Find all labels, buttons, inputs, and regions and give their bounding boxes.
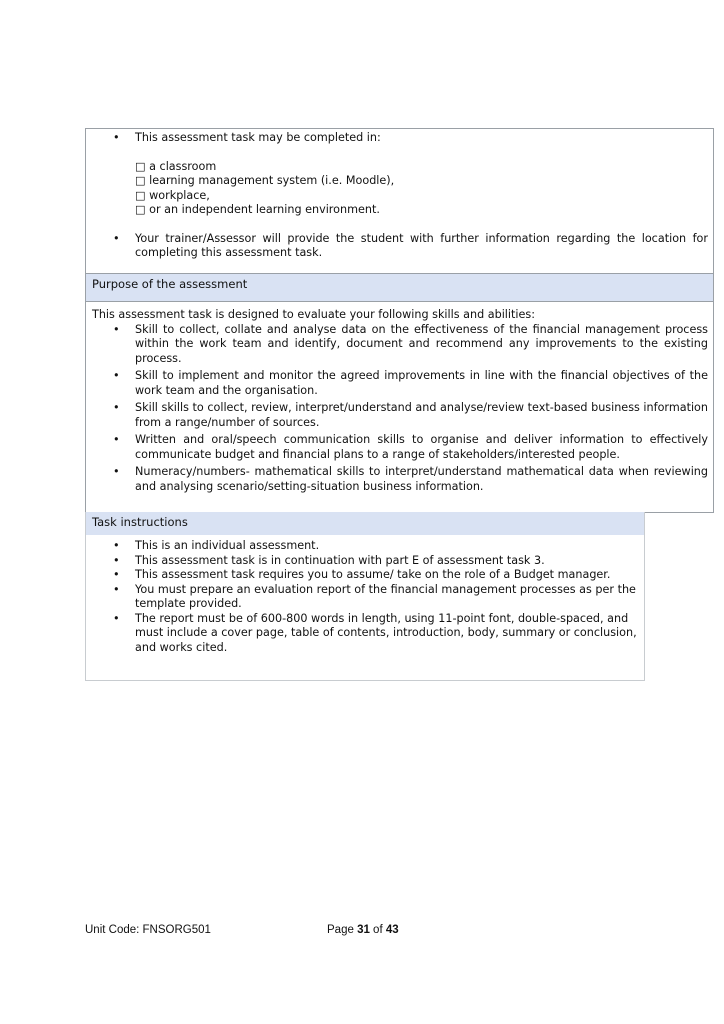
- list-item: [86, 554, 644, 569]
- task-list: [86, 539, 644, 655]
- page-prefix: Page: [327, 924, 358, 936]
- purpose-intro: This assessment task is designed to evaluate your following skills and abilities:: [92, 308, 536, 321]
- task-header: [85, 512, 645, 535]
- location-section: [85, 128, 714, 274]
- bullet-icon: •: [113, 465, 120, 478]
- bullet-icon: •: [113, 131, 120, 144]
- purpose-item-text: Skill to implement and monitor the agreed improvements in line with the financial objectives of the work team and the organisation.: [135, 369, 708, 397]
- location-options: [86, 160, 713, 218]
- location-option: □ or an independent learning environment.: [135, 203, 380, 216]
- list-item: [86, 323, 713, 367]
- footer-unit-code: Unit Code: FNSORG501: [85, 924, 211, 936]
- task-item-text: This is an individual assessment.: [135, 539, 320, 552]
- list-item: [86, 369, 713, 398]
- task-item-text: You must prepare an evaluation report of the financial management processes as per the template provided.: [135, 582, 636, 610]
- list-item: [86, 612, 644, 656]
- list-item: [86, 131, 713, 146]
- list-item: [86, 583, 644, 612]
- task-item-text: This assessment task is in continuation with part E of assessment task 3.: [135, 553, 545, 567]
- location-option: □ a classroom: [135, 159, 217, 173]
- location-intro: This assessment task may be completed in:: [135, 131, 381, 144]
- list-item: [86, 433, 713, 462]
- purpose-item-text: Numeracy/numbers- mathematical skills to interpret/understand mathematical data when reviewing and analysing scenario/setting-situation business information.: [135, 465, 708, 493]
- bullet-icon: •: [113, 401, 120, 414]
- list-item: [86, 401, 713, 430]
- bullet-icon: •: [113, 539, 120, 552]
- purpose-list: [86, 323, 713, 495]
- bullet-icon: •: [113, 582, 120, 596]
- purpose-heading: Purpose of the assessment: [92, 277, 248, 291]
- purpose-item-text: Written and oral/speech communication skills to organise and deliver information to effectively communicate budget and financial plans to a range of stakeholders/interested people.: [135, 433, 708, 461]
- bullet-icon: •: [113, 433, 120, 446]
- page-of: of: [369, 924, 386, 936]
- purpose-header: [85, 273, 714, 302]
- bullet-icon: •: [113, 322, 120, 336]
- task-heading: Task instructions: [92, 515, 188, 529]
- task-item-text: This assessment task requires you to assume/ take on the role of a Budget manager.: [135, 568, 611, 581]
- bullet-icon: •: [113, 568, 120, 581]
- location-list: [86, 131, 713, 146]
- page-current: 31: [357, 924, 370, 936]
- purpose-section: [85, 302, 714, 513]
- trainer-note: Your trainer/Assessor will provide the student with further information regarding the location for completing this assessment task.: [135, 231, 708, 259]
- list-item: [86, 465, 713, 494]
- list-item: [86, 539, 644, 554]
- bullet-icon: •: [113, 611, 120, 625]
- location-option: □ workplace,: [135, 188, 210, 202]
- bullet-icon: •: [113, 231, 120, 245]
- list-item: [86, 232, 713, 261]
- bullet-icon: •: [113, 369, 120, 382]
- trainer-note-list: [86, 232, 713, 261]
- purpose-item-text: Skill to collect, collate and analyse data on the effectiveness of the financial management process within the work team and identify, document and recommend any improvements to the existing process.: [135, 322, 708, 365]
- bullet-icon: •: [113, 553, 120, 567]
- task-item-text: The report must be of 600-800 words in length, using 11-point font, double-spaced, and must include a cover page, table of contents, introduction, body, summary or conclusion, and works cited.: [135, 611, 637, 654]
- location-option: □ learning management system (i.e. Moodle),: [135, 174, 395, 187]
- footer-page-number: [327, 924, 399, 936]
- purpose-item-text: Skill skills to collect, review, interpret/understand and analyse/review text-based business information from a range/number of sources.: [135, 401, 708, 429]
- list-item: [86, 568, 644, 583]
- page-total: 43: [385, 924, 399, 936]
- task-section: [85, 535, 645, 681]
